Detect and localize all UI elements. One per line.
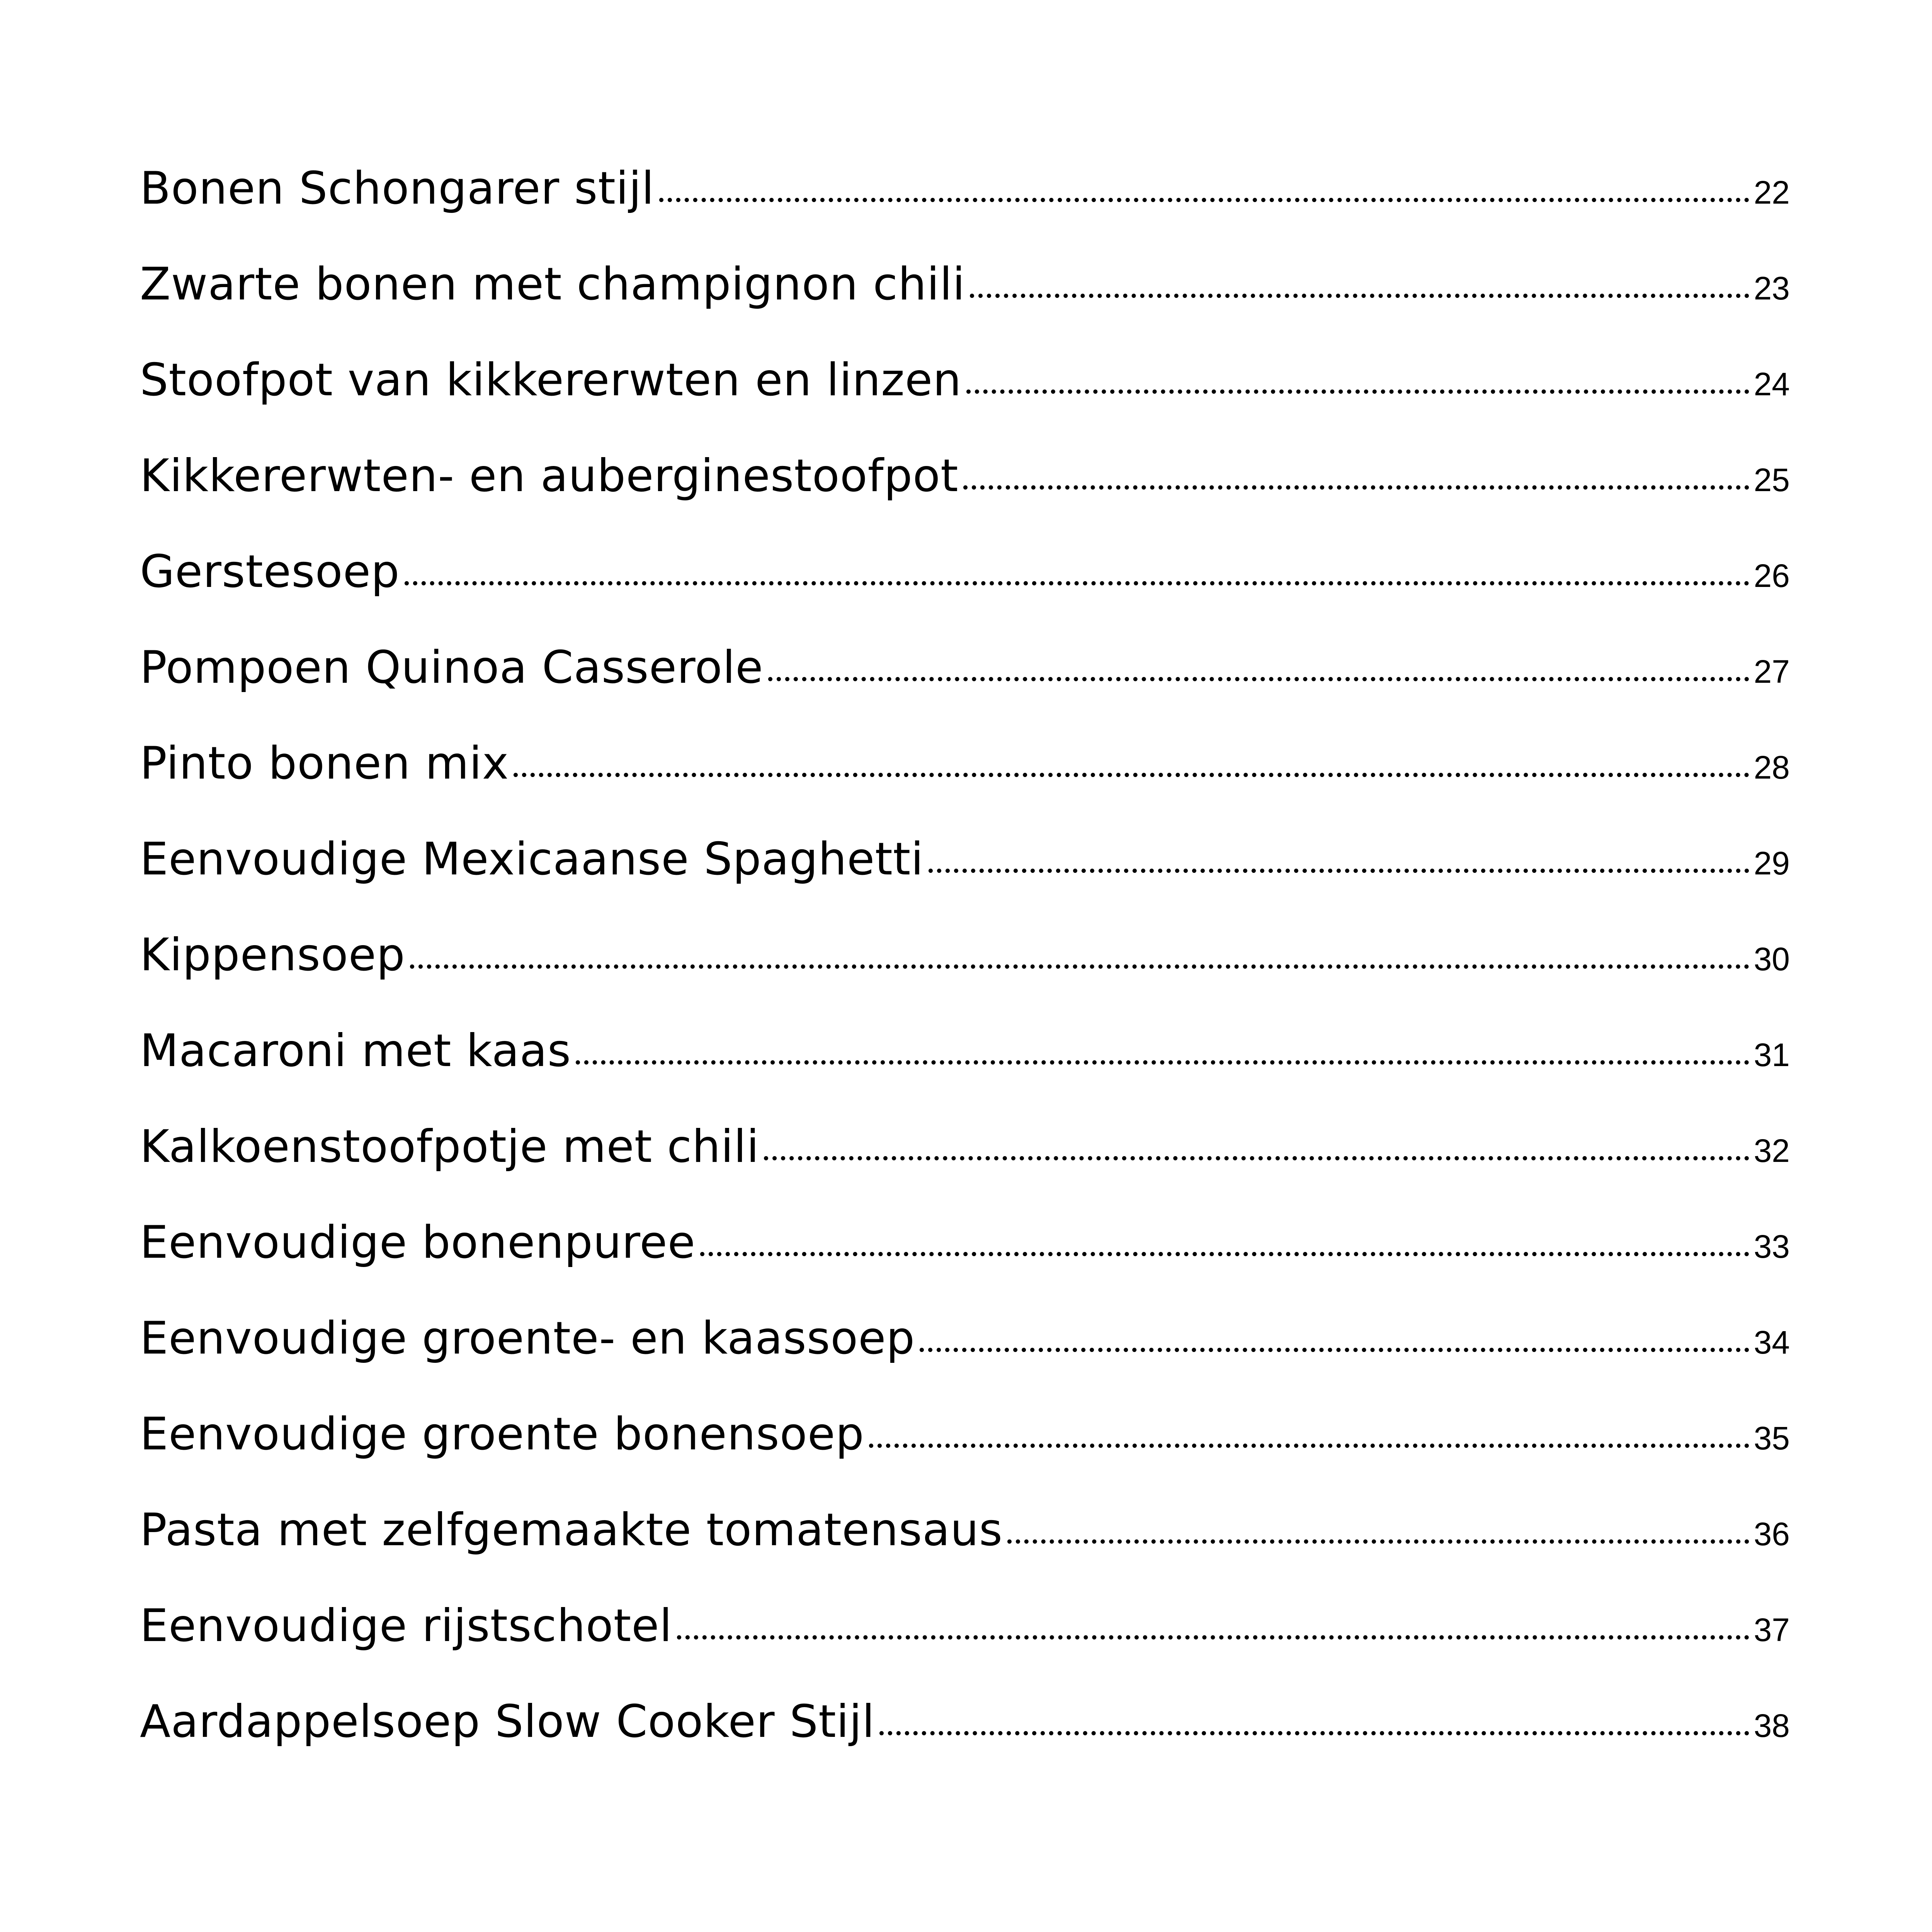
toc-entry <box>140 162 1790 258</box>
toc-page-number: 30 <box>1753 941 1790 977</box>
toc-page-number: 27 <box>1753 653 1790 690</box>
toc-entry <box>140 1600 1790 1696</box>
toc-dot-leader <box>576 1060 1749 1065</box>
toc-page-number: 25 <box>1753 462 1790 498</box>
toc-dot-leader <box>659 198 1749 202</box>
toc-entry <box>140 833 1790 929</box>
toc-entry-title: Kalkoenstoofpotje met chili <box>140 1121 760 1173</box>
toc-entry-title: Kippensoep <box>140 929 405 981</box>
toc-entry <box>140 1025 1790 1121</box>
toc-entry <box>140 354 1790 450</box>
toc-page-number: 32 <box>1753 1133 1790 1169</box>
toc-page-number: 34 <box>1753 1324 1790 1361</box>
toc-entry-title: Eenvoudige groente- en kaassoep <box>140 1312 915 1364</box>
toc-dot-leader <box>700 1252 1749 1256</box>
toc-entry <box>140 546 1790 641</box>
toc-dot-leader <box>1007 1539 1749 1544</box>
toc-entry <box>140 450 1790 546</box>
toc-entry <box>140 641 1790 737</box>
toc-entry-title: Macaroni met kaas <box>140 1025 571 1077</box>
toc-page-number: 36 <box>1753 1516 1790 1552</box>
toc-dot-leader <box>405 581 1749 585</box>
toc-dot-leader <box>929 869 1749 873</box>
toc-page-number: 28 <box>1753 749 1790 786</box>
toc-dot-leader <box>963 485 1749 490</box>
toc-entry-title: Eenvoudige rijstschotel <box>140 1600 672 1652</box>
toc-entry <box>140 737 1790 833</box>
toc-page-number: 23 <box>1753 270 1790 306</box>
toc-entry-title: Pompoen Quinoa Casserole <box>140 641 764 694</box>
toc-dot-leader <box>970 294 1749 298</box>
toc-page-number: 24 <box>1753 366 1790 402</box>
toc-page-number: 38 <box>1753 1708 1790 1744</box>
toc-dot-leader <box>879 1731 1749 1735</box>
toc-dot-leader <box>768 677 1749 681</box>
toc-page-number: 35 <box>1753 1420 1790 1456</box>
toc-entry <box>140 929 1790 1025</box>
toc-entry-title: Eenvoudige Mexicaanse Spaghetti <box>140 833 924 885</box>
toc-entry-title: Aardappelsoep Slow Cooker Stijl <box>140 1696 875 1748</box>
toc-dot-leader <box>764 1156 1749 1160</box>
toc-entry-title: Kikkererwten- en auberginestoofpot <box>140 450 959 502</box>
toc-entry <box>140 1408 1790 1504</box>
toc-entry <box>140 1216 1790 1312</box>
toc-entry-title: Pasta met zelfgemaakte tomatensaus <box>140 1504 1003 1556</box>
toc-page-number: 29 <box>1753 845 1790 881</box>
toc-dot-leader <box>410 964 1749 969</box>
toc-dot-leader <box>966 389 1749 394</box>
toc-page-number: 22 <box>1753 174 1790 211</box>
toc-entry <box>140 1504 1790 1600</box>
toc-entry-title: Gerstesoep <box>140 546 400 598</box>
toc-entry-title: Zwarte bonen met champignon chili <box>140 258 966 310</box>
toc-entry-title: Eenvoudige bonenpuree <box>140 1216 696 1269</box>
toc-entry-title: Pinto bonen mix <box>140 737 509 789</box>
toc-entry <box>140 258 1790 354</box>
toc-page-number: 31 <box>1753 1037 1790 1073</box>
toc-entry-title: Bonen Schongarer stijl <box>140 162 655 214</box>
toc-page-number: 37 <box>1753 1612 1790 1648</box>
toc-entry-title: Eenvoudige groente bonensoep <box>140 1408 864 1460</box>
toc-page-number: 26 <box>1753 558 1790 594</box>
toc-list <box>140 162 1790 1791</box>
toc-dot-leader <box>677 1635 1749 1639</box>
toc-entry <box>140 1312 1790 1408</box>
toc-entry-title: Stoofpot van kikkererwten en linzen <box>140 354 962 406</box>
toc-dot-leader <box>920 1348 1749 1352</box>
toc-page-number: 33 <box>1753 1228 1790 1265</box>
toc-entry <box>140 1121 1790 1216</box>
toc-entry <box>140 1696 1790 1791</box>
toc-dot-leader <box>514 773 1749 777</box>
toc-dot-leader <box>869 1444 1749 1448</box>
